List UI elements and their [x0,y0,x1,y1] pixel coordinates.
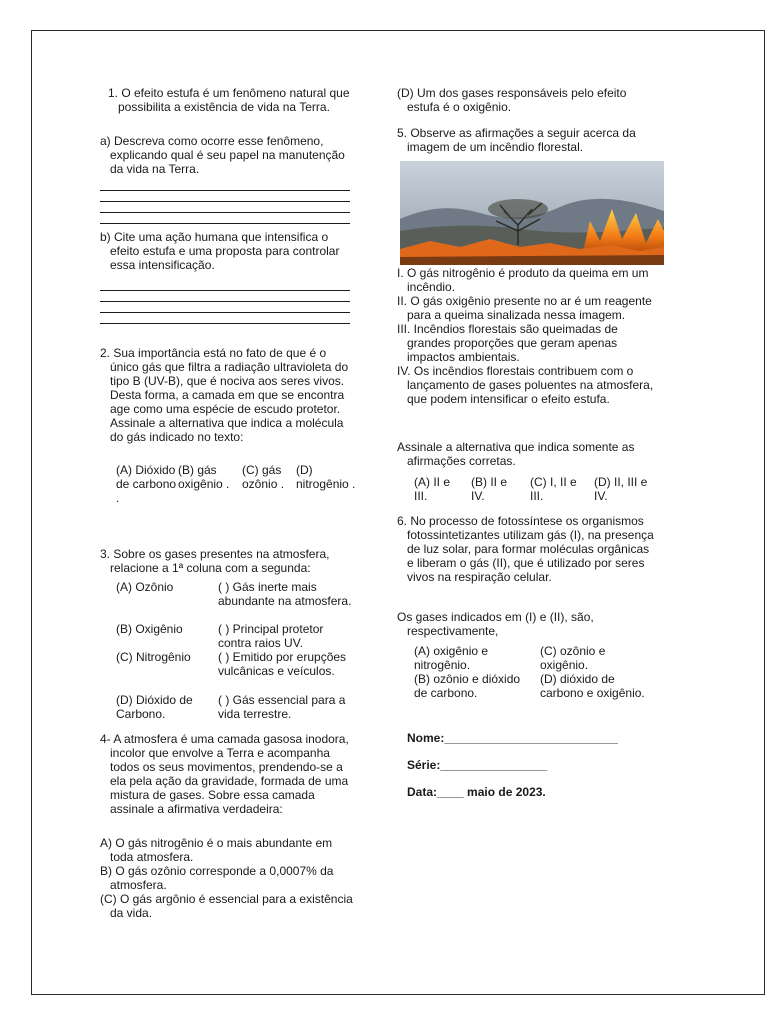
q3-right-3[interactable]: ( ) Emitido por erupções vulcânicas e veículos. [218,650,347,678]
q3-left-d: (D) Dióxido de Carbono. [116,693,193,721]
q3-left-c: (C) Nitrogênio [116,650,191,664]
q1-intro: 1. O efeito estufa é um fenômeno natural que possibilita a existência de vida na Terra. [108,86,350,114]
q3-text: 3. Sobre os gases presentes na atmosfera, relacione a 1ª coluna com a segunda: [100,547,330,575]
q2-option-b[interactable]: (B) gás oxigênio . [178,463,230,491]
q4-item-a[interactable]: A) O gás nitrogênio é o mais abundante em toda atmosfera. [100,836,333,864]
q5-statements [397,266,659,406]
q4-item-d[interactable]: (D) Um dos gases responsáveis pelo efeito estufa é o oxigênio. [397,86,627,114]
answer-lines-b[interactable] [100,280,350,324]
date-field[interactable]: Data:____ maio de 2023. [407,785,546,799]
q2-text: 2. Sua importância está no fato de que é o único gás que filtra a radiação ultravioleta do tipo B (UV-B), que é nociva aos seres vivos. Desta forma, a camada em que se encontra age como uma espécie de escudo protetor. Assinale a alternativa que indica a molécula do gás indicado no texto: [100,346,349,444]
q6-option-d[interactable]: (D) dióxido de carbono e oxigênio. [540,672,645,700]
q5-option-c[interactable]: (C) I, II e III. [530,475,577,503]
q5-statement-3: III. Incêndios florestais são queimadas de grandes proporções que geram apenas impactos ambientais. [397,322,618,364]
q6-option-b[interactable]: (B) ozônio e dióxido de carbono. [414,672,521,700]
q3-right-2[interactable]: ( ) Principal protetor contra raios UV. [218,622,324,650]
q5-prompt: Assinale a alternativa que indica somente as afirmações corretas. [397,440,635,468]
q3-right-1[interactable]: ( ) Gás inerte mais abundante na atmosfera. [218,580,352,608]
q5-option-a[interactable]: (A) II e III. [414,475,451,503]
q6-text: 6. No processo de fotossíntese os organismos fotossintetizantes utilizam gás (I), na presença de luz solar, para formar moléculas orgânicas e liberam o gás (II), que é utilizado por seres vivos na respiração celular. [397,514,654,584]
q5-option-b[interactable]: (B) II e IV. [471,475,508,503]
q1-item-a: a) Descreva como ocorre esse fenômeno, explicando qual é seu papel na manutenção da vida na Terra. [100,134,345,176]
q2-option-a[interactable]: (A) Dióxido de carbono . [116,463,177,505]
q4-text: 4- A atmosfera é uma camada gasosa inodora, incolor que envolve a Terra e acompanha todos os seus movimentos, prendendo-se a ela pela ação da gravidade, formada de uma mistura de gases. Sobre essa camada assinale a afirmativa verdadeira: [100,732,349,816]
q5-statement-4: IV. Os incêndios florestais contribuem com o lançamento de gases poluentes na atmosfera, que podem intensificar o efeito estufa. [397,364,654,406]
q2-option-c[interactable]: (C) gás ozônio . [242,463,285,491]
q3-left-a: (A) Ozônio [116,580,174,594]
grade-field[interactable]: Série:________________ [407,758,548,772]
q1-item-b: b) Cite uma ação humana que intensifica o efeito estufa e uma proposta para controlar essa intensificação. [100,230,340,272]
q3-right-4[interactable]: ( ) Gás essencial para a vida terrestre. [218,693,346,721]
q6-option-a[interactable]: (A) oxigênio e nitrogênio. [414,644,489,672]
q6-option-c[interactable]: (C) ozônio e oxigênio. [540,644,606,672]
name-field[interactable]: Nome:__________________________ [407,731,618,745]
q6-prompt: Os gases indicados em (I) e (II), são, respectivamente, [397,610,594,638]
q4-item-c[interactable]: (C) O gás argônio é essencial para a existência da vida. [100,892,353,920]
answer-lines-a[interactable] [100,180,350,224]
q5-option-d[interactable]: (D) II, III e IV. [594,475,648,503]
q5-statement-2: II. O gás oxigênio presente no ar é um reagente para a queima sinalizada nessa imagem. [397,294,652,322]
forest-fire-photo [400,161,664,265]
q2-option-d[interactable]: (D) nitrogênio . [296,463,356,491]
q3-left-b: (B) Oxigênio [116,622,183,636]
q5-statement-1: I. O gás nitrogênio é produto da queima em um incêndio. [397,266,649,294]
q4-item-b[interactable]: B) O gás ozônio corresponde a 0,0007% da atmosfera. [100,864,334,892]
q5-text: 5. Observe as afirmações a seguir acerca da imagem de um incêndio florestal. [397,126,636,154]
